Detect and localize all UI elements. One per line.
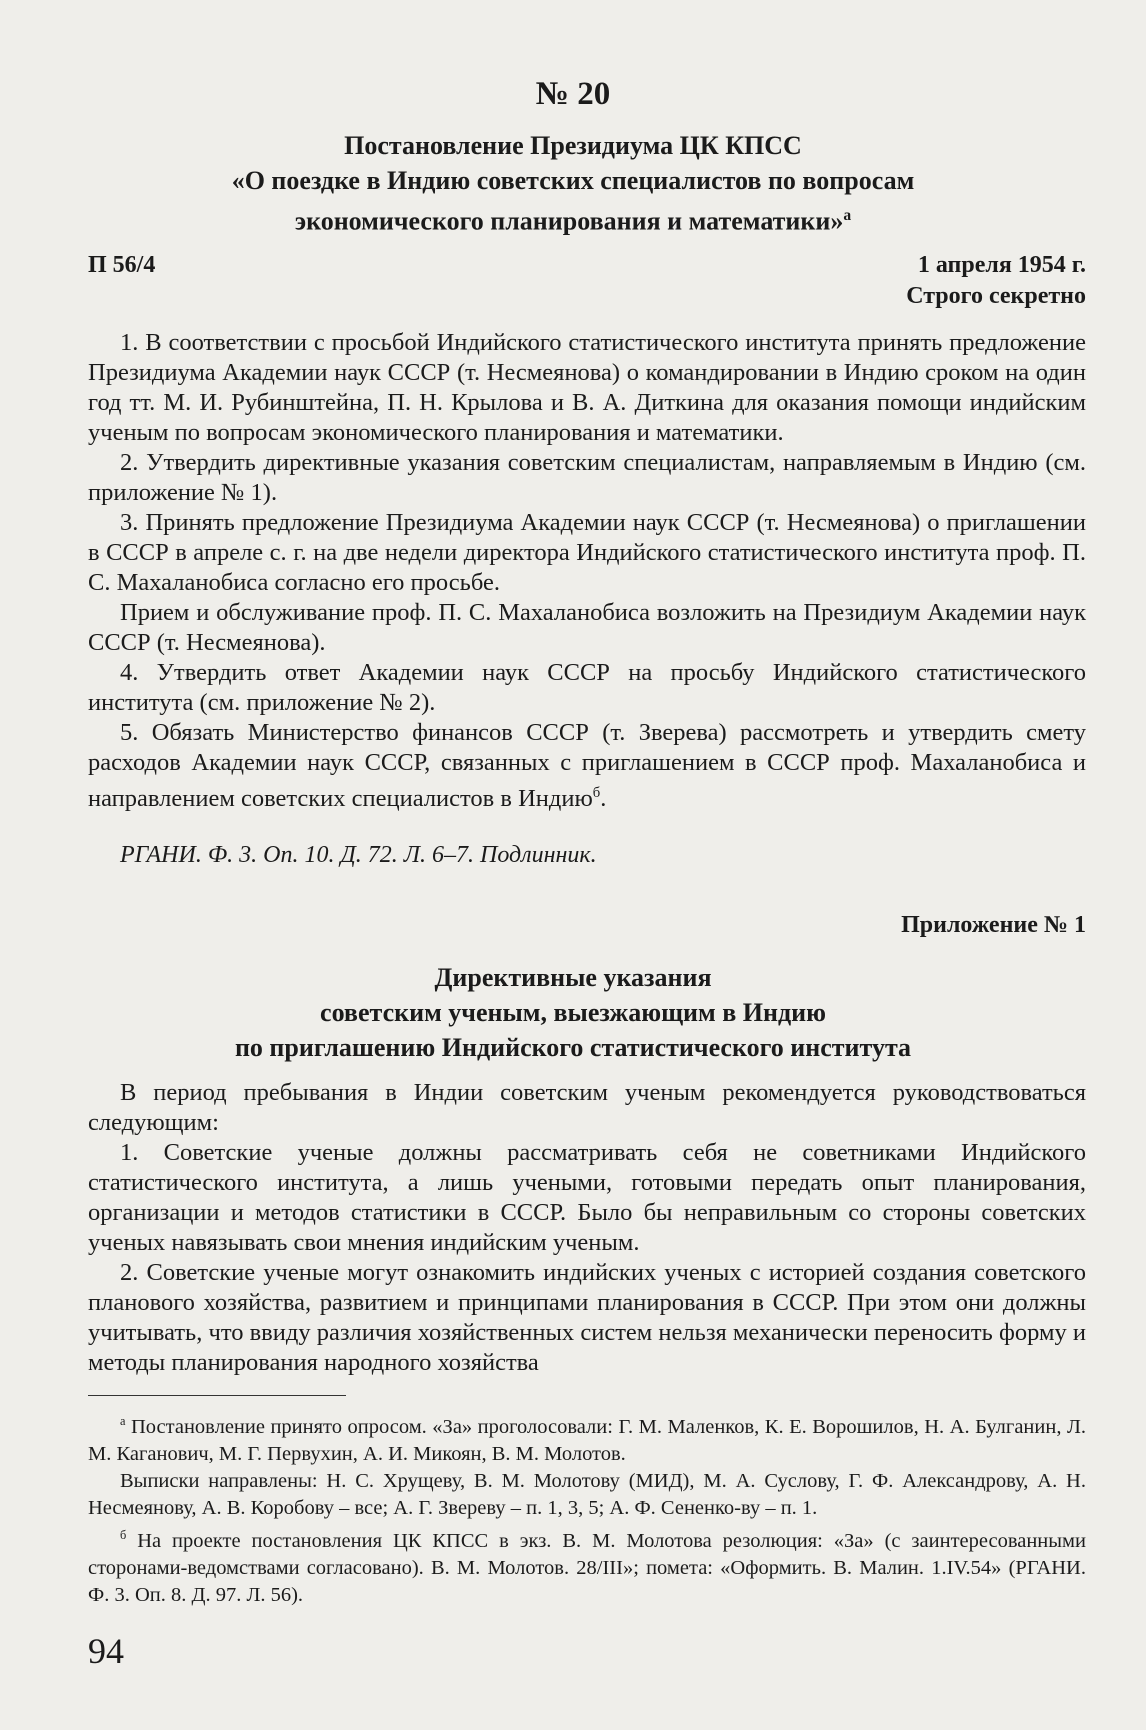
archive-source: РГАНИ. Ф. 3. Оп. 10. Д. 72. Л. 6–7. Подлинник. bbox=[120, 842, 597, 868]
footnote-mark-a: а bbox=[843, 207, 852, 224]
protocol-number: П 56/4 bbox=[88, 252, 156, 278]
appendix-body bbox=[88, 1078, 1086, 1378]
appendix-title-line-1: Директивные указания bbox=[434, 963, 712, 992]
resolution-item-5: 5. Обязать Министерство финансов СССР (т. Зверева) рассмотреть и утвердить смету расходов Академии наук СССР, связанных с приглашением в СССР проф. Махаланобиса и направлением советских специалистов в Индию$^б$. bbox=[88, 719, 1086, 813]
footnote-extracts: Выписки направлены: Н. С. Хрущеву, В. М. Молотову (МИД), М. А. Суслову, Г. Ф. Александрову, А. Н. Несмеянову, А. В. Коробову – все; А. Г. Звереву – п. 1, 3, 5; А. Ф. Сененко-ву – п. 1. bbox=[88, 1469, 1086, 1519]
resolution-body bbox=[88, 328, 1086, 814]
classification-stamp: Строго секретно bbox=[906, 283, 1086, 309]
title-line-3: экономического планирования и математики»$^а$ bbox=[294, 206, 852, 236]
document-number: № 20 bbox=[535, 76, 611, 112]
document-title bbox=[60, 128, 1086, 239]
footnote-b: $^б$ На проекте постановления ЦК КПСС в экз. В. М. Молотова резолюция: «За» (с заинтересованными сторонами-ведомствами согласовано). В. М. Молотов. 28/III»; помета: «Оформить. В. Малин. 1.IV.54» (РГАНИ. Ф. 3. Оп. 8. Д. 97. Л. 56). bbox=[88, 1527, 1086, 1606]
page-number: 94 bbox=[88, 1631, 124, 1671]
footnotes bbox=[88, 1408, 1086, 1609]
resolution-item-2: 2. Утвердить директивные указания советским специалистам, направляемым в Индию (см. приложение № 1). bbox=[88, 449, 1086, 506]
appendix-point-2: 2. Советские ученые могут ознакомить индийских ученых с историей создания советского планового хозяйства, развитием и принципами планирования в СССР. При этом они должны учитывать, что ввиду различия хозяйственных систем нельзя механически переносить форму и методы планирования народного хозяйства bbox=[88, 1259, 1086, 1376]
resolution-item-3: 3. Принять предложение Президиума Академии наук СССР (т. Несмеянова) о приглашении в СССР в апреле с. г. на две недели директора Индийского статистического института проф. П. С. Махаланобиса согласно его просьбе. bbox=[88, 509, 1086, 596]
appendix-title-line-3: по приглашению Индийского статистического института bbox=[234, 1033, 912, 1062]
appendix-title bbox=[60, 960, 1086, 1065]
appendix-intro: В период пребывания в Индии советским ученым рекомендуется руководствоваться следующим: bbox=[88, 1079, 1086, 1136]
appendix-title-line-2: советским ученым, выезжающим в Индию bbox=[320, 998, 826, 1027]
appendix-label: Приложение № 1 bbox=[901, 912, 1086, 938]
resolution-item-3-continued: Прием и обслуживание проф. П. С. Махаланобиса возложить на Президиум Академии наук СССР (т. Несмеянова). bbox=[88, 599, 1086, 656]
footnote-divider bbox=[88, 1395, 346, 1396]
appendix-point-1: 1. Советские ученые должны рассматривать себя не советниками Индийского статистического института, а лишь учеными, готовыми передать опыт планирования, организации и методов статистики в СССР. Было бы неправильным со стороны советских ученых навязывать свои мнения индийским ученым. bbox=[88, 1139, 1086, 1256]
document-date: 1 апреля 1954 г. bbox=[917, 252, 1086, 278]
resolution-item-4: 4. Утвердить ответ Академии наук СССР на просьбу Индийского статистического института (см. приложение № 2). bbox=[88, 659, 1086, 716]
resolution-item-1: 1. В соответствии с просьбой Индийского статистического института принять предложение Президиума Академии наук СССР (т. Несмеянова) о командировании в Индию сроком на один год тт. М. И. Рубинштейна, П. Н. Крылова и В. А. Диткина для оказания помощи индийским ученым по вопросам экономического планирования и математики. bbox=[88, 329, 1086, 446]
title-line-1: Постановление Президиума ЦК КПСС bbox=[344, 131, 802, 160]
title-line-2: «О поездке в Индию советских специалистов по вопросам bbox=[231, 166, 915, 195]
footnote-mark-b: б bbox=[592, 785, 601, 801]
footnote-a: $^а$ Постановление принято опросом. «За» проголосовали: Г. М. Маленков, К. Е. Ворошилов, Н. А. Булганин, Л. М. Каганович, М. Г. Первухин, А. И. Микоян, В. М. Молотов. bbox=[88, 1414, 1086, 1465]
